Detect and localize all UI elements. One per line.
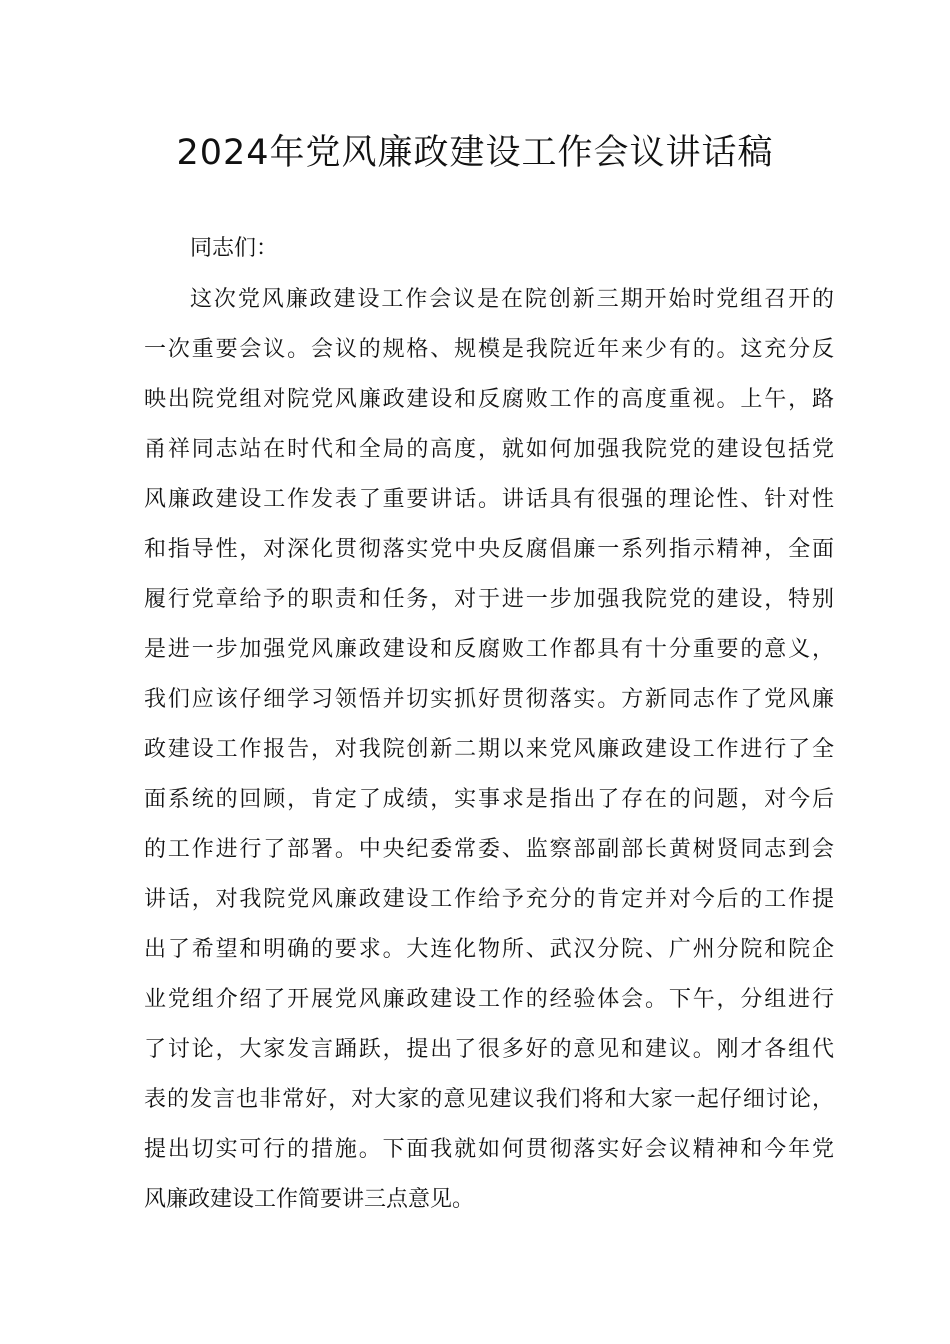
- paragraph-line: 和指导性，对深化贯彻落实党中央反腐倡廉一系列指示精神，全面: [144, 537, 834, 562]
- paragraph-line: 是进一步加强党风廉政建设和反腐败工作都具有十分重要的意义，: [144, 637, 834, 662]
- paragraph-line: 讲话，对我院党风廉政建设工作给予充分的肯定并对今后的工作提: [144, 887, 834, 912]
- paragraph-line: 政建设工作报告，对我院创新二期以来党风廉政建设工作进行了全: [144, 737, 834, 762]
- paragraph-line: 出了希望和明确的要求。大连化物所、武汉分院、广州分院和院企: [144, 937, 834, 962]
- paragraph-line: 甬祥同志站在时代和全局的高度，就如何加强我院党的建设包括党: [144, 437, 834, 462]
- paragraph-line: 的工作进行了部署。中央纪委常委、监察部副部长黄树贤同志到会: [144, 837, 834, 862]
- salutation: 同志们：: [190, 236, 279, 261]
- paragraph-line: 了讨论，大家发言踊跃，提出了很多好的意见和建议。刚才各组代: [144, 1037, 834, 1062]
- paragraph-line: 风廉政建设工作发表了重要讲话。讲话具有很强的理论性、针对性: [144, 487, 834, 512]
- paragraph-line: 表的发言也非常好，对大家的意见建议我们将和大家一起仔细讨论，: [144, 1087, 834, 1112]
- paragraph-line: 履行党章给予的职责和任务，对于进一步加强我院党的建设，特别: [144, 587, 834, 612]
- paragraph-line: 映出院党组对院党风廉政建设和反腐败工作的高度重视。上午，路: [144, 387, 834, 412]
- paragraph-line: 提出切实可行的措施。下面我就如何贯彻落实好会议精神和今年党: [144, 1137, 834, 1162]
- paragraph-line: 面系统的回顾，肯定了成绩，实事求是指出了存在的问题，对今后: [144, 787, 834, 812]
- paragraph-line: 我们应该仔细学习领悟并切实抓好贯彻落实。方新同志作了党风廉: [144, 687, 834, 712]
- paragraph-line: 一次重要会议。会议的规格、规模是我院近年来少有的。这充分反: [144, 337, 834, 362]
- document-title: 2024年党风廉政建设工作会议讲话稿: [176, 133, 774, 173]
- paragraph-line: 风廉政建设工作简要讲三点意见。: [144, 1187, 475, 1212]
- paragraph-line: 业党组介绍了开展党风廉政建设工作的经验体会。下午，分组进行: [144, 987, 834, 1012]
- paragraph-line: 这次党风廉政建设工作会议是在院创新三期开始时党组召开的: [190, 287, 834, 312]
- body-paragraph: [144, 284, 834, 1234]
